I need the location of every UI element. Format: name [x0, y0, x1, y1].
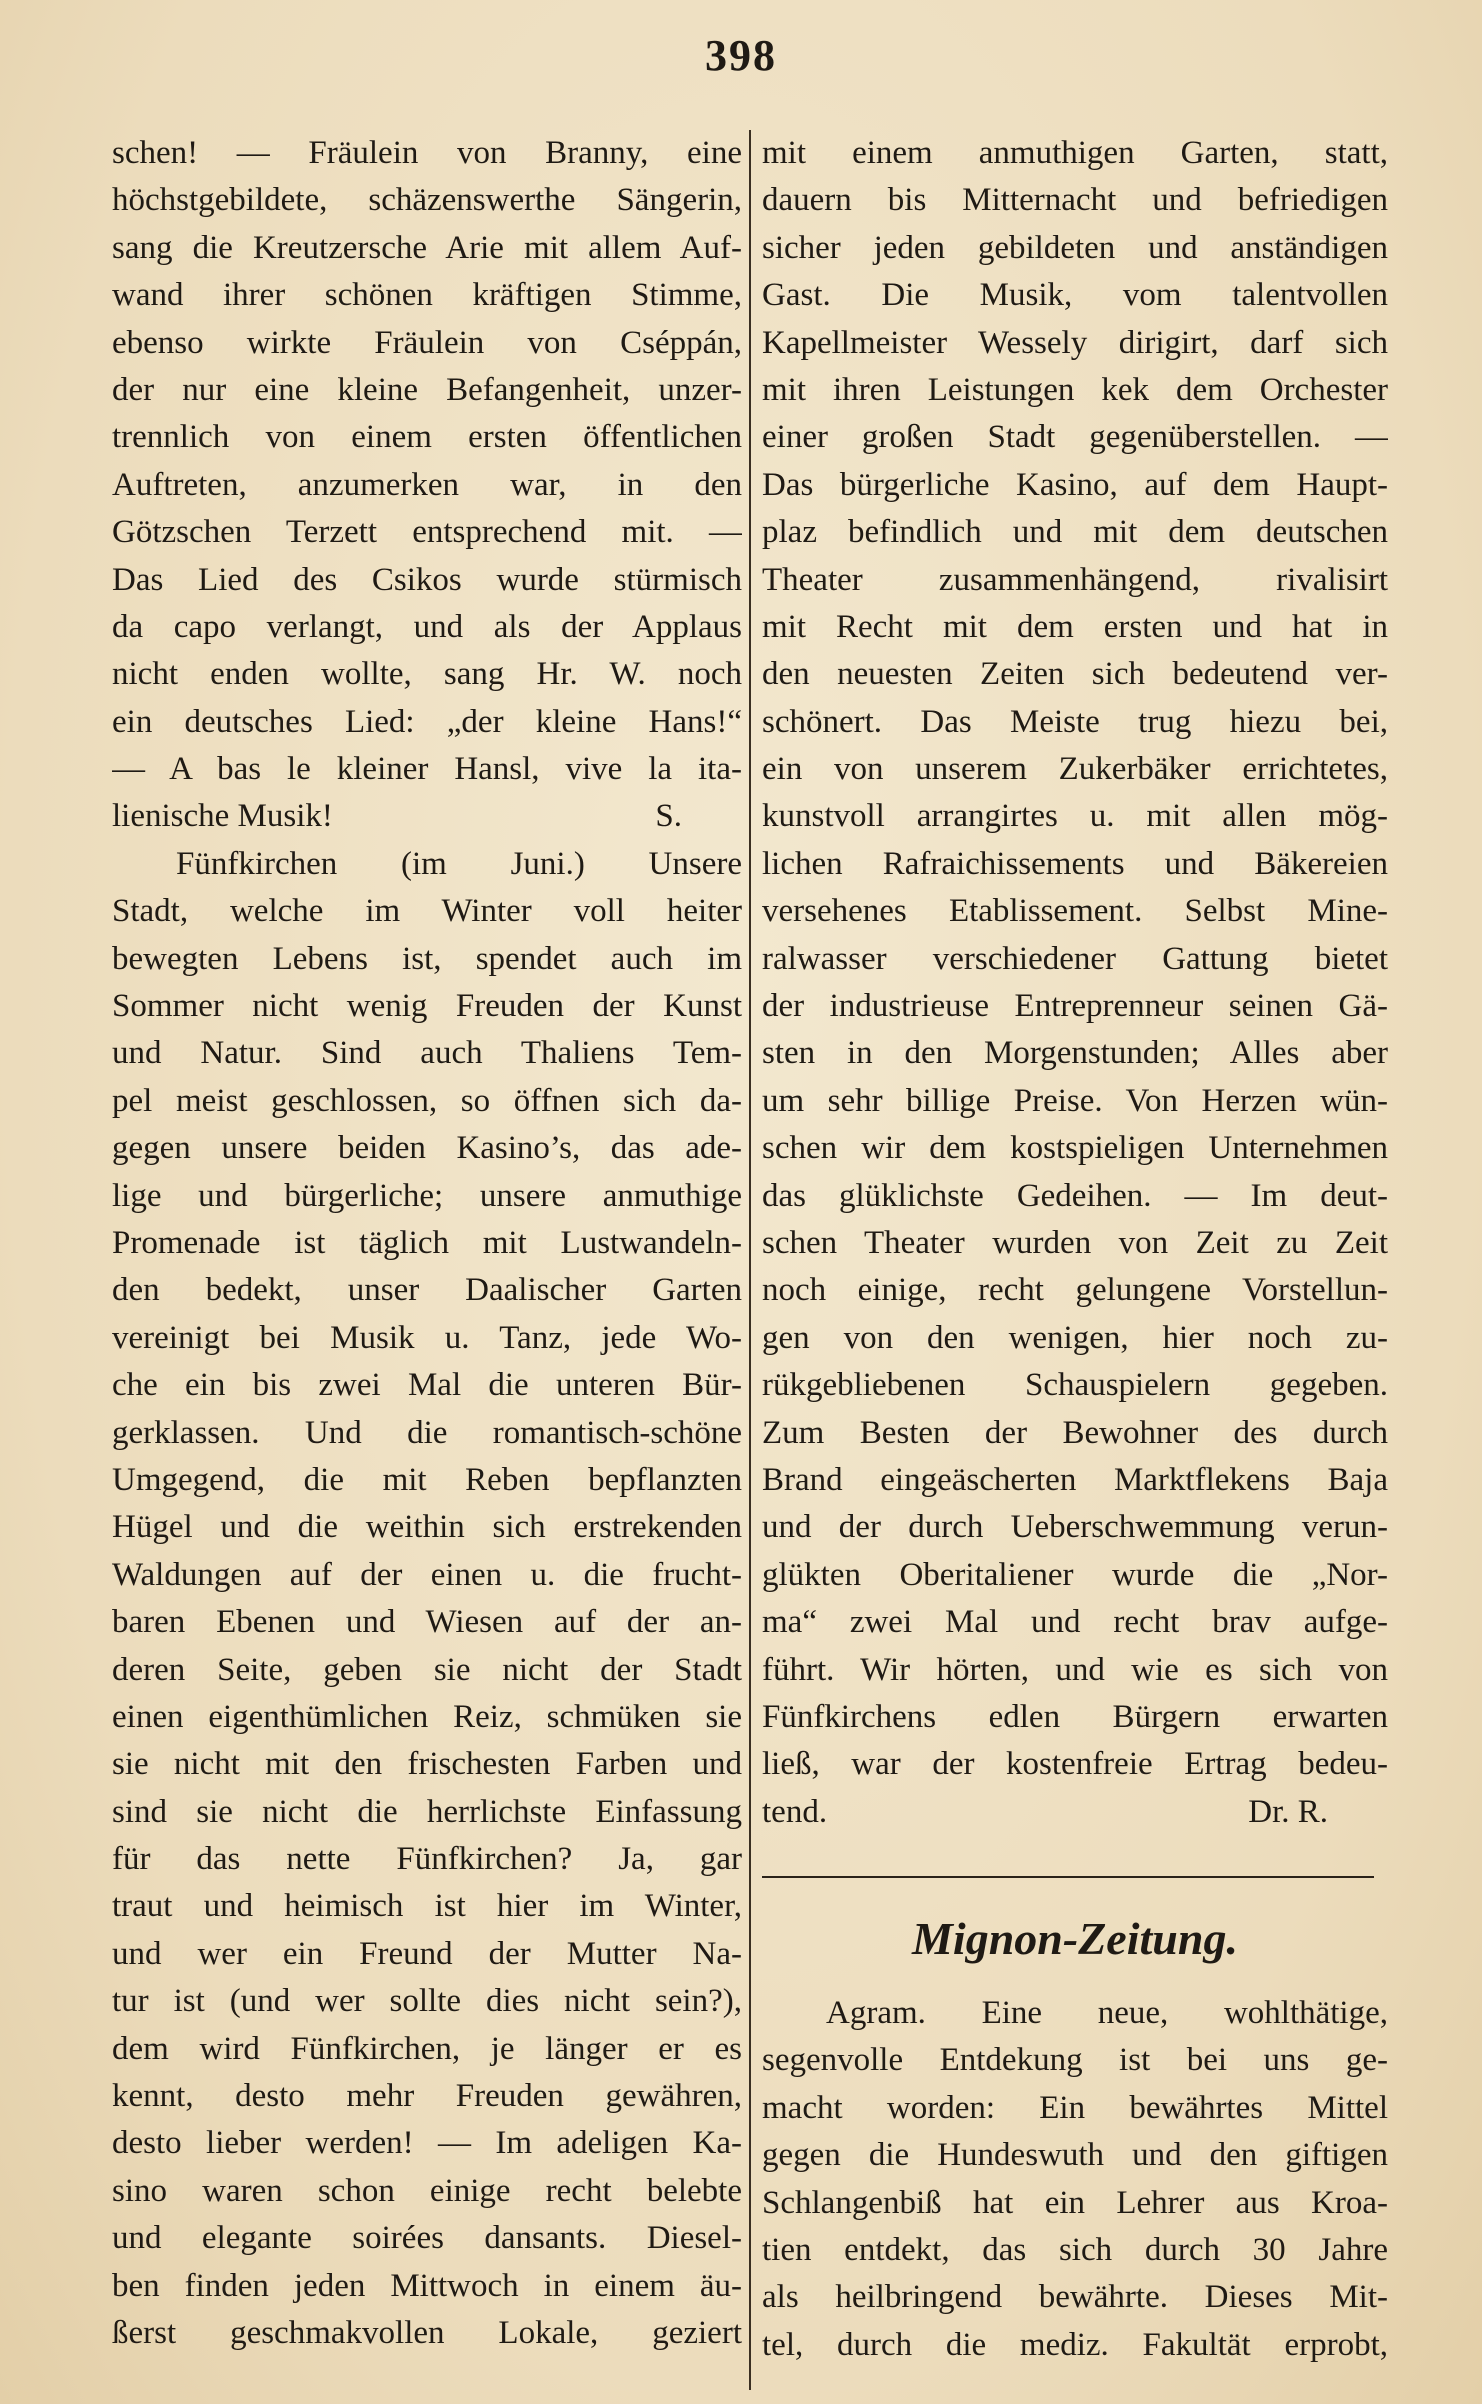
text-line: segenvolle Entdekung ist bei uns ge-: [762, 2042, 1388, 2079]
text-line: den neuesten Zeiten sich bedeutend ver-: [762, 656, 1388, 693]
text-line: tel, durch die mediz. Fakultät erprobt,: [762, 2326, 1388, 2363]
signature-line: [762, 1789, 1388, 1836]
text-line: Theater zusammenhängend, rivalisirt: [762, 561, 1388, 598]
text-line: che ein bis zwei Mal die unteren Bür-: [112, 1367, 742, 1404]
text-line: Kapellmeister Wessely dirigirt, darf sich: [762, 324, 1388, 361]
text-line: um sehr billige Preise. Von Herzen wün-: [762, 1082, 1388, 1119]
right-column: [762, 130, 1388, 1836]
text-line: gen von den wenigen, hier noch zu-: [762, 1319, 1388, 1356]
text-line: führt. Wir hörten, und wie es sich von: [762, 1651, 1388, 1688]
text-line: und Natur. Sind auch Thaliens Tem-: [112, 1035, 742, 1072]
text-line: desto lieber werden! — Im adeligen Ka-: [112, 2125, 742, 2162]
text-line: lige und bürgerliche; unsere anmuthige: [112, 1177, 742, 1214]
text-line: gegen die Hundeswuth und den giftigen: [762, 2137, 1388, 2174]
text-line: sicher jeden gebildeten und anständigen: [762, 229, 1388, 266]
text-line: tien entdekt, das sich durch 30 Jahre: [762, 2231, 1388, 2268]
text-line: noch einige, recht gelungene Vorstellun-: [762, 1272, 1388, 1309]
text-line: der industrieuse Entreprenneur seinen Gä-: [762, 988, 1388, 1025]
text-line: Fünfkirchen (im Juni.) Unsere: [176, 845, 742, 882]
text-line: dauern bis Mitternacht und befriedigen: [762, 182, 1388, 219]
mignon-column: [762, 1990, 1388, 2369]
text-line: traut und heimisch ist hier im Winter,: [112, 1888, 742, 1925]
text-line: sino waren schon einige recht belebte: [112, 2172, 742, 2209]
text-line: dem wird Fünfkirchen, je länger er es: [112, 2030, 742, 2067]
text-line: sind sie nicht die herrlichste Einfassung: [112, 1793, 742, 1830]
text-line: ben finden jeden Mittwoch in einem äu-: [112, 2267, 742, 2304]
text-line: mit ihren Leistungen kek dem Orchester: [762, 371, 1388, 408]
text-line: Fünfkirchens edlen Bürgern erwarten: [762, 1698, 1388, 1735]
text-line: Sommer nicht wenig Freuden der Kunst: [112, 988, 742, 1025]
text-line: ßerst geschmakvollen Lokale, geziert: [112, 2314, 742, 2351]
text-line: da capo verlangt, und als der Applaus: [112, 608, 742, 645]
text-line: sten in den Morgenstunden; Alles aber: [762, 1035, 1388, 1072]
text-line: lichen Rafraichissements und Bäkereien: [762, 845, 1388, 882]
text-line: ein deutsches Lied: „der kleine Hans!“: [112, 703, 742, 740]
text-line: schen Theater wurden von Zeit zu Zeit: [762, 1224, 1388, 1261]
text-line: vereinigt bei Musik u. Tanz, jede Wo-: [112, 1319, 742, 1356]
text-line: Agram. Eine neue, wohlthätige,: [826, 1995, 1388, 2031]
column-divider: [749, 130, 751, 2390]
signature: S.: [655, 798, 682, 835]
text-line: Schlangenbiß hat ein Lehrer aus Kroa-: [762, 2184, 1388, 2221]
text-line: versehenes Etablissement. Selbst Mine-: [762, 893, 1388, 930]
text-line: der nur eine kleine Befangenheit, unzer-: [112, 371, 742, 408]
section-title: Mignon-Zeitung.: [912, 1913, 1238, 1964]
text-line: deren Seite, geben sie nicht der Stadt: [112, 1651, 742, 1688]
text-line: für das nette Fünfkirchen? Ja, gar: [112, 1841, 742, 1878]
text-line: Waldungen auf der einen u. die frucht-: [112, 1556, 742, 1593]
text-line: und elegante soirées dansants. Diesel-: [112, 2220, 742, 2257]
text-line: glükten Oberitaliener wurde die „Nor-: [762, 1556, 1388, 1593]
text-line: ralwasser verschiedener Gattung bietet: [762, 940, 1388, 977]
text-line: gerklassen. Und die romantisch-schöne: [112, 1414, 742, 1451]
text-line: Götzschen Terzett entsprechend mit. —: [112, 514, 742, 551]
text-line: Brand eingeäscherten Marktflekens Baja: [762, 1461, 1388, 1498]
text-line: schen! — Fräulein von Branny, eine: [112, 135, 742, 171]
text-line: trennlich von einem ersten öffentlichen: [112, 419, 742, 456]
text-line: kennt, desto mehr Freuden gewähren,: [112, 2078, 742, 2115]
text-line: Promenade ist täglich mit Lustwandeln-: [112, 1224, 742, 1261]
text-line: kunstvoll arrangirtes u. mit allen mög-: [762, 798, 1388, 835]
text-line: höchstgebildete, schäzenswerthe Sängerin,: [112, 182, 742, 219]
text-line: Umgegend, die mit Reben bepflanzten: [112, 1461, 742, 1498]
text-line: und der durch Ueberschwemmung verun-: [762, 1509, 1388, 1546]
text-line: Stadt, welche im Winter voll heiter: [112, 893, 742, 930]
text-line: Gast. Die Musik, vom talentvollen: [762, 277, 1388, 314]
text-line: rükgebliebenen Schauspielern gegeben.: [762, 1367, 1388, 1404]
text-line: pel meist geschlossen, so öffnen sich da-: [112, 1082, 742, 1119]
text-line: plaz befindlich und mit dem deutschen: [762, 514, 1388, 551]
text-line: das glüklichste Gedeihen. — Im deut-: [762, 1177, 1388, 1214]
text-line: ma“ zwei Mal und recht brav aufge-: [762, 1604, 1388, 1641]
text-line: mit einem anmuthigen Garten, statt,: [762, 135, 1388, 171]
text-line: schen wir dem kostspieligen Unternehmen: [762, 1130, 1388, 1167]
text-line: nicht enden wollte, sang Hr. W. noch: [112, 656, 742, 693]
text-line: Hügel und die weithin sich erstrekenden: [112, 1509, 742, 1546]
text-line: ebenso wirkte Fräulein von Cséppán,: [112, 324, 742, 361]
text-line: ein von unserem Zukerbäker errichtetes,: [762, 751, 1388, 788]
text-line: wand ihrer schönen kräftigen Stimme,: [112, 277, 742, 314]
text-line: Zum Besten der Bewohner des durch: [762, 1414, 1388, 1451]
text-line: einen eigenthümlichen Reiz, schmüken sie: [112, 1698, 742, 1735]
text-line: sang die Kreutzersche Arie mit allem Auf-: [112, 229, 742, 266]
text-line: einer großen Stadt gegenüberstellen. —: [762, 419, 1388, 456]
text-line: baren Ebenen und Wiesen auf der an-: [112, 1604, 742, 1641]
left-column: [112, 130, 742, 2357]
text-line: den bedekt, unser Daalischer Garten: [112, 1272, 742, 1309]
text-line: schönert. Das Meiste trug hiezu bei,: [762, 703, 1388, 740]
text-line: Das Lied des Csikos wurde stürmisch: [112, 561, 742, 598]
text-line: Auftreten, anzumerken war, in den: [112, 466, 742, 503]
text-line: lienische Musik!: [112, 798, 333, 835]
text-line: mit Recht mit dem ersten und hat in: [762, 608, 1388, 645]
text-line: — A bas le kleiner Hansl, vive la ita-: [112, 751, 742, 788]
signature-line: [112, 793, 742, 840]
text-line: gegen unsere beiden Kasino’s, das ade-: [112, 1130, 742, 1167]
text-line: als heilbringend bewährte. Dieses Mit-: [762, 2279, 1388, 2316]
text-line: macht worden: Ein bewährtes Mittel: [762, 2089, 1388, 2126]
text-line: ließ, war der kostenfreie Ertrag bedeu-: [762, 1746, 1388, 1783]
text-line: Das bürgerliche Kasino, auf dem Haupt-: [762, 466, 1388, 503]
text-line: tend.: [762, 1793, 828, 1830]
text-line: tur ist (und wer sollte dies nicht sein?),: [112, 1983, 742, 2020]
text-line: sie nicht mit den frischesten Farben und: [112, 1746, 742, 1783]
section-divider: [762, 1876, 1374, 1878]
page-number: 398: [705, 31, 777, 80]
text-line: bewegten Lebens ist, spendet auch im: [112, 940, 742, 977]
signature: Dr. R.: [1248, 1793, 1328, 1830]
text-line: und wer ein Freund der Mutter Na-: [112, 1935, 742, 1972]
